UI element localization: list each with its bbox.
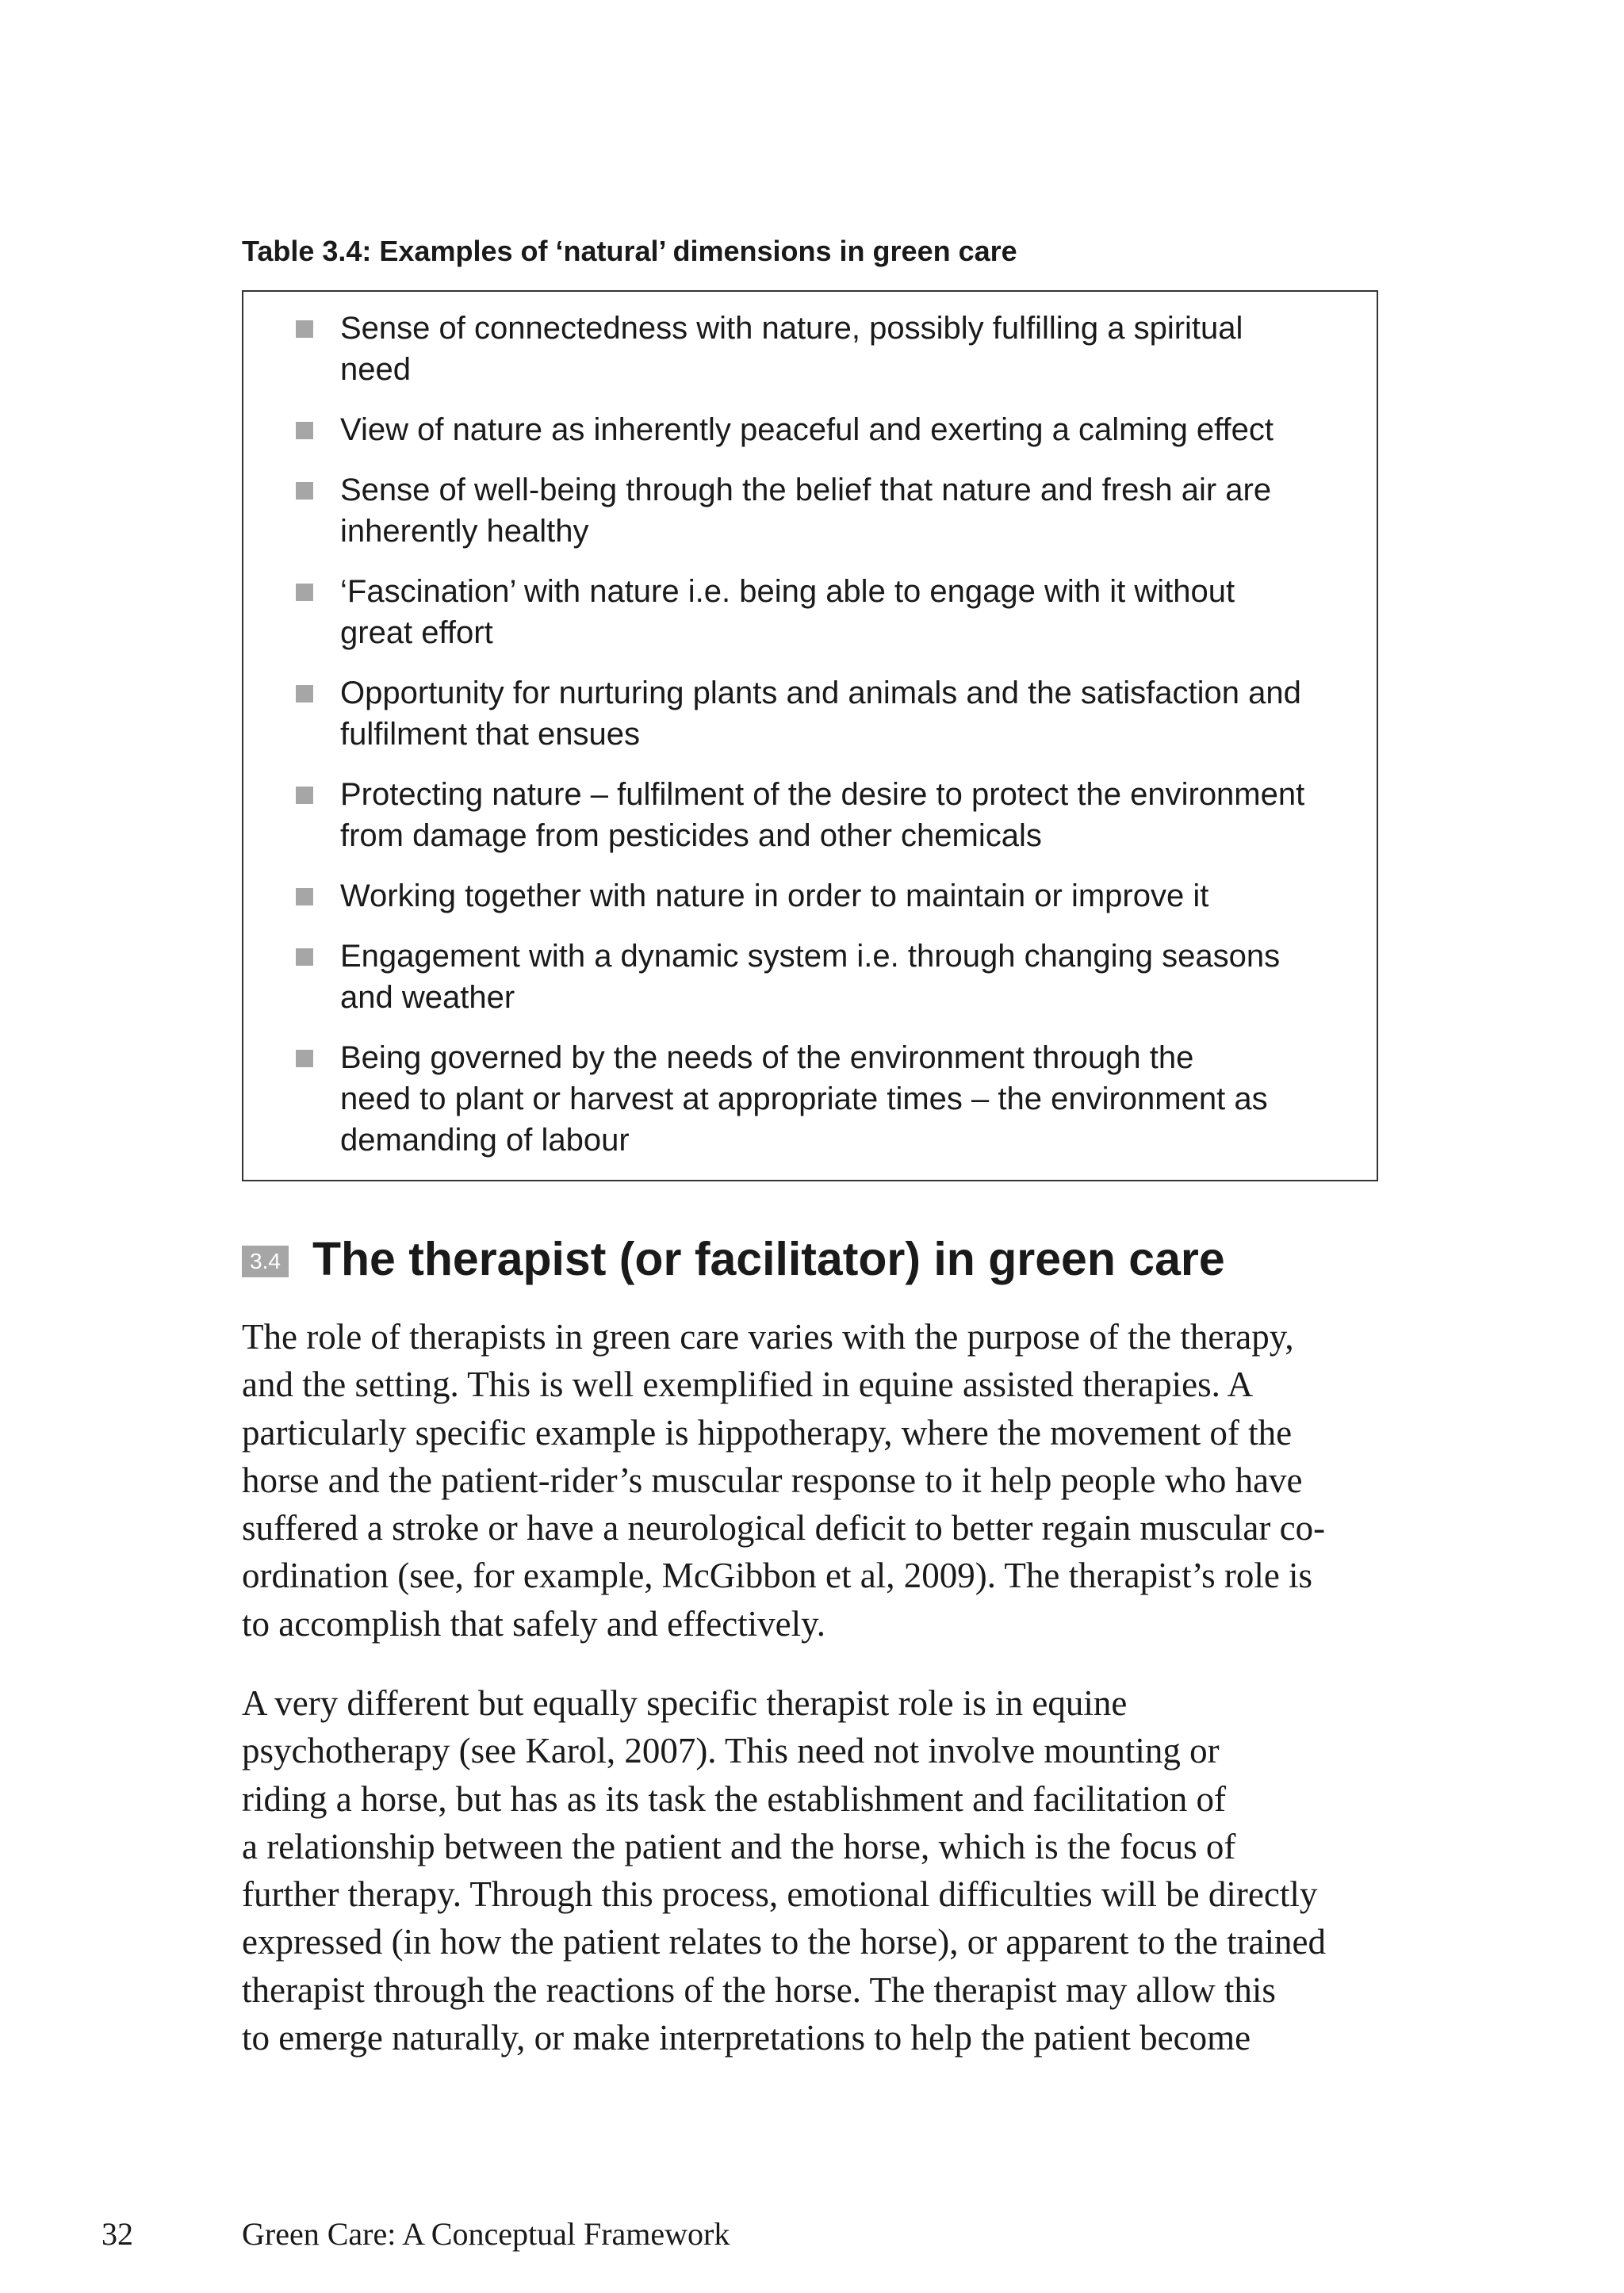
section-number-badge: 3.4 (242, 1246, 289, 1277)
list-item (293, 1037, 1345, 1161)
paragraph-line: psychotherapy (see Karol, 2007). This need not involve mounting or (242, 1731, 1220, 1771)
list-item-line: Working together with nature in order to maintain or improve it (340, 879, 1209, 913)
list-item-line: View of nature as inherently peaceful and exerting a calming effect (340, 412, 1274, 447)
paragraph-line: particularly specific example is hippotherapy, where the movement of the (242, 1412, 1293, 1453)
list-item (293, 875, 1345, 917)
list-item-line: and weather (340, 980, 515, 1015)
section-title: The therapist (or facilitator) in green care (312, 1233, 1225, 1285)
paragraph-line: suffered a stroke or have a neurological deficit to better regain muscular co- (242, 1508, 1326, 1548)
list-item-line: fulfilment that ensues (340, 717, 640, 752)
footer-page-number: 32 (102, 2216, 133, 2252)
square-bullet-icon (296, 685, 313, 702)
paragraph-line: riding a horse, but has as its task the establishment and facilitation of (242, 1778, 1226, 1819)
paragraph-line: expressed (in how the patient relates to the horse), or apparent to the trained (242, 1922, 1327, 1962)
table-box (242, 290, 1378, 1181)
list-item-line: great effort (340, 615, 493, 650)
square-bullet-icon (296, 787, 313, 804)
list-item-line: need to plant or harvest at appropriate times – the environment as (340, 1081, 1268, 1116)
list-item-line: Being governed by the needs of the environment through the (340, 1040, 1194, 1075)
square-bullet-icon (296, 320, 313, 338)
paragraph-line: horse and the patient-rider’s muscular response to it help people who have (242, 1460, 1303, 1500)
list-item-line: from damage from pesticides and other chemicals (340, 818, 1042, 853)
paragraph-line: therapist through the reactions of the horse. The therapist may allow this (242, 1970, 1276, 2010)
bullet-list (293, 308, 1345, 1161)
section-heading (242, 1227, 1225, 1291)
list-item-line: Protecting nature – fulfilment of the desire to protect the environment (340, 777, 1305, 812)
square-bullet-icon (296, 482, 313, 500)
paragraph-line: further therapy. Through this process, emotional difficulties will be directly (242, 1874, 1318, 1915)
paragraph-line: The role of therapists in green care varies with the purpose of the therapy, (242, 1317, 1294, 1357)
body-paragraph-1 (242, 1313, 1392, 1648)
square-bullet-icon (296, 1050, 313, 1067)
square-bullet-icon (296, 422, 313, 439)
paragraph-line: to emerge naturally, or make interpretations to help the patient become (242, 2018, 1251, 2058)
footer-book-title: Green Care: A Conceptual Framework (242, 2216, 730, 2252)
body-paragraph-2 (242, 1679, 1392, 2061)
list-item-line: ‘Fascination’ with nature i.e. being able to engage with it without (340, 574, 1235, 609)
list-item (293, 469, 1345, 552)
list-item-line: Engagement with a dynamic system i.e. through changing seasons (340, 939, 1281, 974)
list-item (293, 571, 1345, 653)
list-item (293, 308, 1345, 390)
list-item (293, 936, 1345, 1018)
list-item-line: inherently healthy (340, 514, 589, 549)
list-item (293, 409, 1345, 450)
paragraph-line: and the setting. This is well exemplified in equine assisted therapies. A (242, 1365, 1254, 1405)
list-item (293, 774, 1345, 856)
paragraph-line: ordination (see, for example, McGibbon et al, 2009). The therapist’s role is (242, 1556, 1313, 1596)
list-item (293, 672, 1345, 755)
square-bullet-icon (296, 948, 313, 966)
list-item-line: Opportunity for nurturing plants and animals and the satisfaction and (340, 676, 1301, 710)
list-item-line: demanding of labour (340, 1123, 630, 1158)
paragraph-line: a relationship between the patient and the horse, which is the focus of (242, 1826, 1236, 1866)
square-bullet-icon (296, 584, 313, 601)
paragraph-line: to accomplish that safely and effectively. (242, 1603, 825, 1644)
table-caption: Table 3.4: Examples of ‘natural’ dimensions in green care (242, 235, 1017, 267)
square-bullet-icon (296, 888, 313, 905)
list-item-line: need (340, 352, 411, 387)
paragraph-line: A very different but equally specific therapist role is in equine (242, 1683, 1128, 1723)
list-item-line: Sense of connectedness with nature, possibly fulfilling a spiritual (340, 311, 1243, 346)
list-item-line: Sense of well-being through the belief that nature and fresh air are (340, 473, 1272, 507)
